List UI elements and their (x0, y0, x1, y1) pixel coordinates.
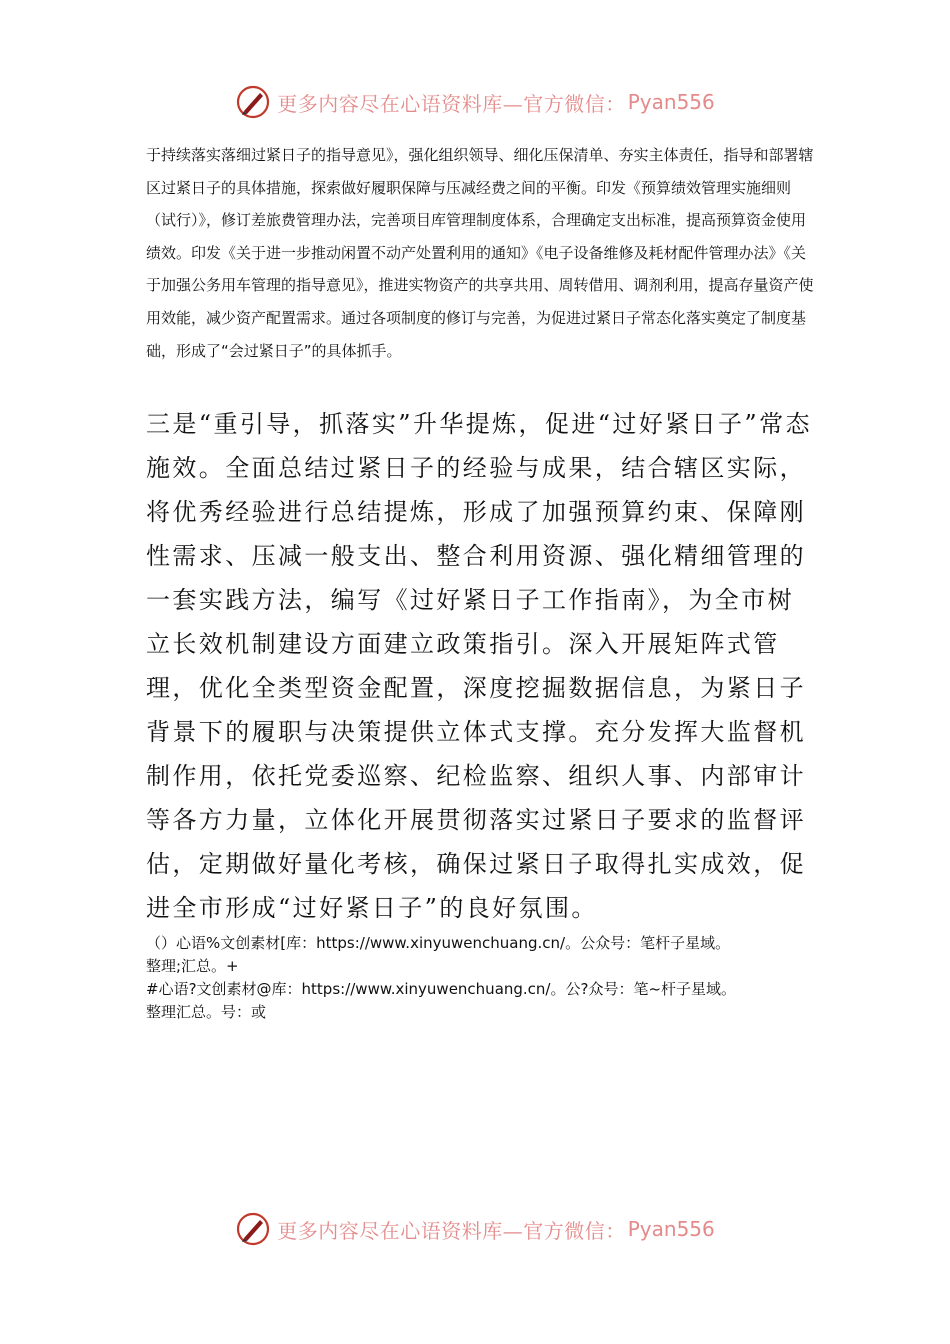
watermark-text: 更多内容尽在心语资料库—官方微信： (277, 91, 626, 116)
watermark-wechat-id: Pyan556 (627, 1217, 715, 1241)
footer-line: （）心语%文创素材[库：https://www.xinyuwenchuang.cn/。公众号：笔杆子星域。 (146, 934, 731, 952)
watermark-header (0, 82, 950, 122)
watermark-footer (0, 1209, 950, 1249)
footer-line: #心语?文创素材@库：https://www.xinyuwenchuang.cn/。公?众号：笔~杆子星域。 (146, 980, 737, 998)
watermark-wechat-id: Pyan556 (627, 90, 715, 114)
footer-line: 整理;汇总。+ (146, 957, 239, 975)
paragraph-2: 三是“重引导，抓落实”升华提炼，促进“过好紧日子”常态施效。全面总结过紧日子的经验与成果，结合辖区实际，将优秀经验进行总结提炼，形成了加强预算约束、保障刚性需求、压减一般支出、整合利用资源、强化精细管理的一套实践方法，编写《过好紧日子工作指南》，为全市树立长效机制建设方面建立政策指引。深入开展矩阵式管理，优化全类型资金配置，深度挖掘数据信息，为紧日子背景下的履职与决策提供立体式支撑。充分发挥大监督机制作用，依托党委巡察、纪检监察、组织人事、内部审计等各方力量，立体化开展贯彻落实过紧日子要求的监督评估，定期做好量化考核，确保过紧日子取得扎实成效，促进全市形成“过好紧日子”的良好氛围。 (146, 410, 812, 922)
paragraph-1: 于持续落实落细过紧日子的指导意见》，强化组织领导、细化压保清单、夯实主体责任，指导和部署辖区过紧日子的具体措施，探索做好履职保障与压减经费之间的平衡。印发《预算绩效管理实施细则（试行）》，修订差旅费管理办法，完善项目库管理制度体系，合理确定支出标准，提高预算资金使用绩效。印发《关于进一步推动闲置不动产处置利用的通知》《电子设备维修及耗材配件管理办法》《关于加强公务用车管理的指导意见》，推进实物资产的共享共用、周转借用、调剂利用，提高存量资产使用效能，减少资产配置需求。通过各项制度的修订与完善，为促进过紧日子常态化落实奠定了制度基础，形成了“会过紧日子”的具体抓手。 (146, 146, 814, 360)
footer-notes (146, 932, 846, 1024)
footer-line: 整理汇总。号：或 (146, 1003, 267, 1021)
watermark-text: 更多内容尽在心语资料库—官方微信： (277, 1218, 626, 1243)
pen-logo-icon (235, 1211, 271, 1247)
pen-logo-icon (235, 84, 271, 120)
